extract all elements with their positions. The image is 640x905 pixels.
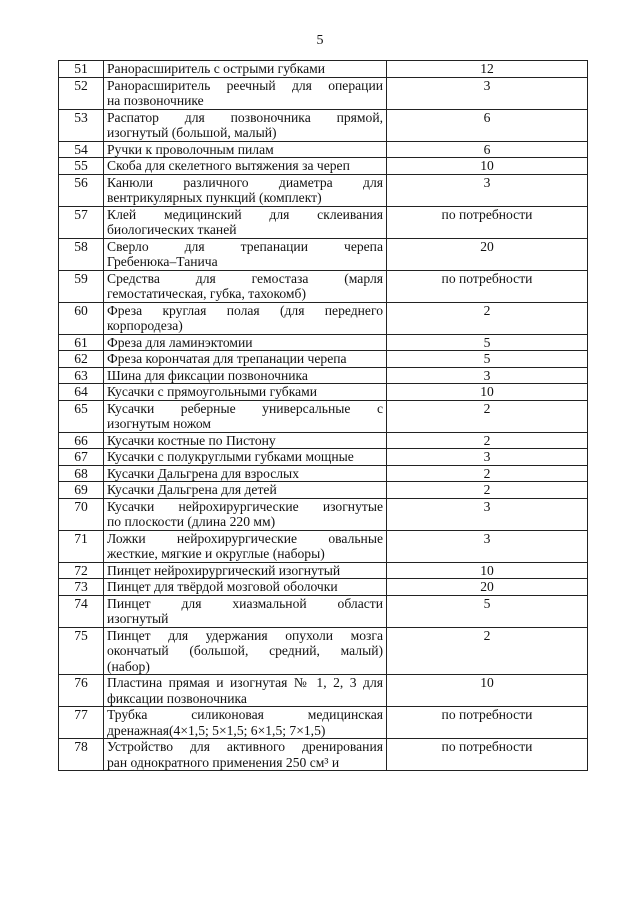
item-name-line: Кусачки реберные универсальные с <box>107 400 383 416</box>
row-number: 72 <box>59 562 104 579</box>
item-name <box>104 61 387 78</box>
row-number: 76 <box>59 675 104 707</box>
table-row <box>59 530 588 562</box>
item-name-line: Кусачки с полукруглыми губками мощные <box>107 449 354 464</box>
item-quantity: 5 <box>387 351 588 368</box>
table-row <box>59 400 588 432</box>
item-name-line: Устройство для активного дренирования <box>107 739 383 754</box>
row-number: 78 <box>59 739 104 771</box>
item-name-line: Пинцет для хиазмальной области <box>107 595 383 611</box>
item-name-line: дренажная(4×1,5; 5×1,5; 6×1,5; 7×1,5) <box>107 722 326 738</box>
item-name-line: Распатор для позвоночника прямой, <box>107 109 383 125</box>
item-name <box>104 627 387 675</box>
item-name-line: Шина для фиксации позвоночника <box>107 367 308 383</box>
table-row <box>59 158 588 175</box>
row-number: 51 <box>59 61 104 78</box>
row-number: 73 <box>59 579 104 596</box>
item-name-line: изогнутый <box>107 611 169 626</box>
item-name <box>104 109 387 141</box>
table-row <box>59 432 588 449</box>
item-quantity: 20 <box>387 238 588 270</box>
item-name-line: Кусачки с прямоугольными губками <box>107 384 318 399</box>
table-row <box>59 109 588 141</box>
row-number: 64 <box>59 384 104 401</box>
item-quantity: 3 <box>387 498 588 530</box>
item-name-line: биологических тканей <box>107 222 237 237</box>
item-name-line: Сверло для трепанации черепа <box>107 238 383 254</box>
item-name <box>104 158 387 175</box>
item-name-line: изогнутым ножом <box>107 416 212 431</box>
item-name <box>104 174 387 206</box>
item-name <box>104 498 387 530</box>
item-quantity: 3 <box>387 367 588 384</box>
table-row <box>59 465 588 482</box>
item-quantity: по потребности <box>387 270 588 302</box>
table-row <box>59 270 588 302</box>
item-name-line: изогнутый (большой, малый) <box>107 125 277 140</box>
item-name-line: Пинцет для твёрдой мозговой оболочки <box>107 579 338 594</box>
items-table-body <box>59 61 588 771</box>
row-number: 55 <box>59 158 104 175</box>
row-number: 71 <box>59 530 104 562</box>
item-name-line: Средства для гемостаза (марля <box>107 270 383 286</box>
row-number: 75 <box>59 627 104 675</box>
item-name-line: Кусачки нейрохирургические изогнутые <box>107 498 383 514</box>
item-quantity: по потребности <box>387 206 588 238</box>
items-table <box>58 60 588 771</box>
item-name <box>104 206 387 238</box>
table-row <box>59 562 588 579</box>
item-name-line: Кусачки костные по Пистону <box>107 432 276 448</box>
row-number: 61 <box>59 334 104 351</box>
table-row <box>59 595 588 627</box>
item-name-line: Канюли различного диаметра для <box>107 174 383 190</box>
item-name-line: Ложки нейрохирургические овальные <box>107 530 383 546</box>
table-row <box>59 238 588 270</box>
row-number: 56 <box>59 174 104 206</box>
item-name-line: Ранорасширитель с острыми губками <box>107 61 326 76</box>
item-quantity: 10 <box>387 158 588 175</box>
table-row <box>59 174 588 206</box>
table-row <box>59 334 588 351</box>
table-row <box>59 707 588 739</box>
item-name-line: Кусачки Дальгрена для взрослых <box>107 465 299 481</box>
item-quantity: 6 <box>387 109 588 141</box>
item-name <box>104 302 387 334</box>
item-name <box>104 707 387 739</box>
row-number: 69 <box>59 482 104 499</box>
table-row <box>59 302 588 334</box>
row-number: 65 <box>59 400 104 432</box>
item-name-line: (набор) <box>107 658 150 674</box>
item-name-line: Пинцет для удержания опухоли мозга <box>107 627 383 643</box>
item-quantity: 20 <box>387 579 588 596</box>
table-row <box>59 384 588 401</box>
row-number: 67 <box>59 449 104 466</box>
item-name-line: вентрикулярных пункций (комплект) <box>107 190 322 205</box>
item-quantity: 3 <box>387 174 588 206</box>
item-quantity: 3 <box>387 449 588 466</box>
table-row <box>59 141 588 158</box>
item-name <box>104 238 387 270</box>
row-number: 70 <box>59 498 104 530</box>
item-name <box>104 400 387 432</box>
item-name-line: на позвоночнике <box>107 93 204 108</box>
item-quantity: 2 <box>387 400 588 432</box>
row-number: 57 <box>59 206 104 238</box>
item-name-line: Клей медицинский для склеивания <box>107 206 383 222</box>
item-name-line: Фреза корончатая для трепанации черепа <box>107 351 347 366</box>
item-name-line: Кусачки Дальгрена для детей <box>107 482 277 497</box>
table-row <box>59 206 588 238</box>
row-number: 77 <box>59 707 104 739</box>
item-name <box>104 595 387 627</box>
row-number: 58 <box>59 238 104 270</box>
item-quantity: 10 <box>387 675 588 707</box>
item-name-line: Пластина прямая и изогнутая № 1, 2, 3 для <box>107 675 383 690</box>
item-name <box>104 465 387 482</box>
table-row <box>59 739 588 771</box>
item-name-line: корпородеза) <box>107 318 183 333</box>
item-name-line: Ранорасширитель реечный для операции <box>107 77 383 93</box>
item-name-line: Ручки к проволочным пилам <box>107 141 274 157</box>
item-name <box>104 384 387 401</box>
item-quantity: 2 <box>387 432 588 449</box>
item-name-line: жесткие, мягкие и округлые (наборы) <box>107 546 325 561</box>
table-row <box>59 77 588 109</box>
item-name-line: Пинцет нейрохирургический изогнутый <box>107 562 341 578</box>
item-quantity: 2 <box>387 302 588 334</box>
item-name <box>104 270 387 302</box>
item-name-line: фиксации позвоночника <box>107 690 247 706</box>
item-quantity: 12 <box>387 61 588 78</box>
item-name-line: по плоскости (длина 220 мм) <box>107 514 276 529</box>
item-name-line: Фреза для ламинэктомии <box>107 334 253 350</box>
row-number: 53 <box>59 109 104 141</box>
item-name <box>104 562 387 579</box>
row-number: 60 <box>59 302 104 334</box>
item-name-line: Трубка силиконовая медицинская <box>107 707 383 722</box>
item-name <box>104 739 387 771</box>
row-number: 68 <box>59 465 104 482</box>
item-name-line: Гребенюка–Танича <box>107 254 218 269</box>
item-quantity: 3 <box>387 530 588 562</box>
item-quantity: 2 <box>387 482 588 499</box>
table-row <box>59 351 588 368</box>
item-name <box>104 77 387 109</box>
item-name-line: окончатый (большой, средний, малый) <box>107 643 383 658</box>
row-number: 52 <box>59 77 104 109</box>
item-name-line: Фреза круглая полая (для переднего <box>107 302 383 318</box>
table-row <box>59 482 588 499</box>
item-quantity: 2 <box>387 465 588 482</box>
item-name <box>104 351 387 368</box>
row-number: 59 <box>59 270 104 302</box>
item-name <box>104 579 387 596</box>
item-name <box>104 530 387 562</box>
table-row <box>59 627 588 675</box>
item-quantity: 2 <box>387 627 588 675</box>
table-row <box>59 498 588 530</box>
item-quantity: 5 <box>387 595 588 627</box>
item-quantity: 3 <box>387 77 588 109</box>
table-row <box>59 675 588 707</box>
table-row <box>59 449 588 466</box>
item-quantity: по потребности <box>387 707 588 739</box>
item-quantity: по потребности <box>387 739 588 771</box>
item-name <box>104 432 387 449</box>
item-name <box>104 141 387 158</box>
row-number: 62 <box>59 351 104 368</box>
item-name-line: Скоба для скелетного вытяжения за череп <box>107 158 350 173</box>
row-number: 63 <box>59 367 104 384</box>
item-name <box>104 449 387 466</box>
item-name <box>104 482 387 499</box>
item-name-line: ран однократного применения 250 см³ и <box>107 754 340 770</box>
row-number: 54 <box>59 141 104 158</box>
item-quantity: 10 <box>387 384 588 401</box>
item-quantity: 5 <box>387 334 588 351</box>
row-number: 74 <box>59 595 104 627</box>
page-number: 5 <box>316 33 324 48</box>
item-name <box>104 334 387 351</box>
item-name-line: гемостатическая, губка, тахокомб) <box>107 286 306 301</box>
table-row <box>59 61 588 78</box>
row-number: 66 <box>59 432 104 449</box>
table-row <box>59 579 588 596</box>
item-name <box>104 675 387 707</box>
item-quantity: 6 <box>387 141 588 158</box>
table-row <box>59 367 588 384</box>
item-name <box>104 367 387 384</box>
item-quantity: 10 <box>387 562 588 579</box>
